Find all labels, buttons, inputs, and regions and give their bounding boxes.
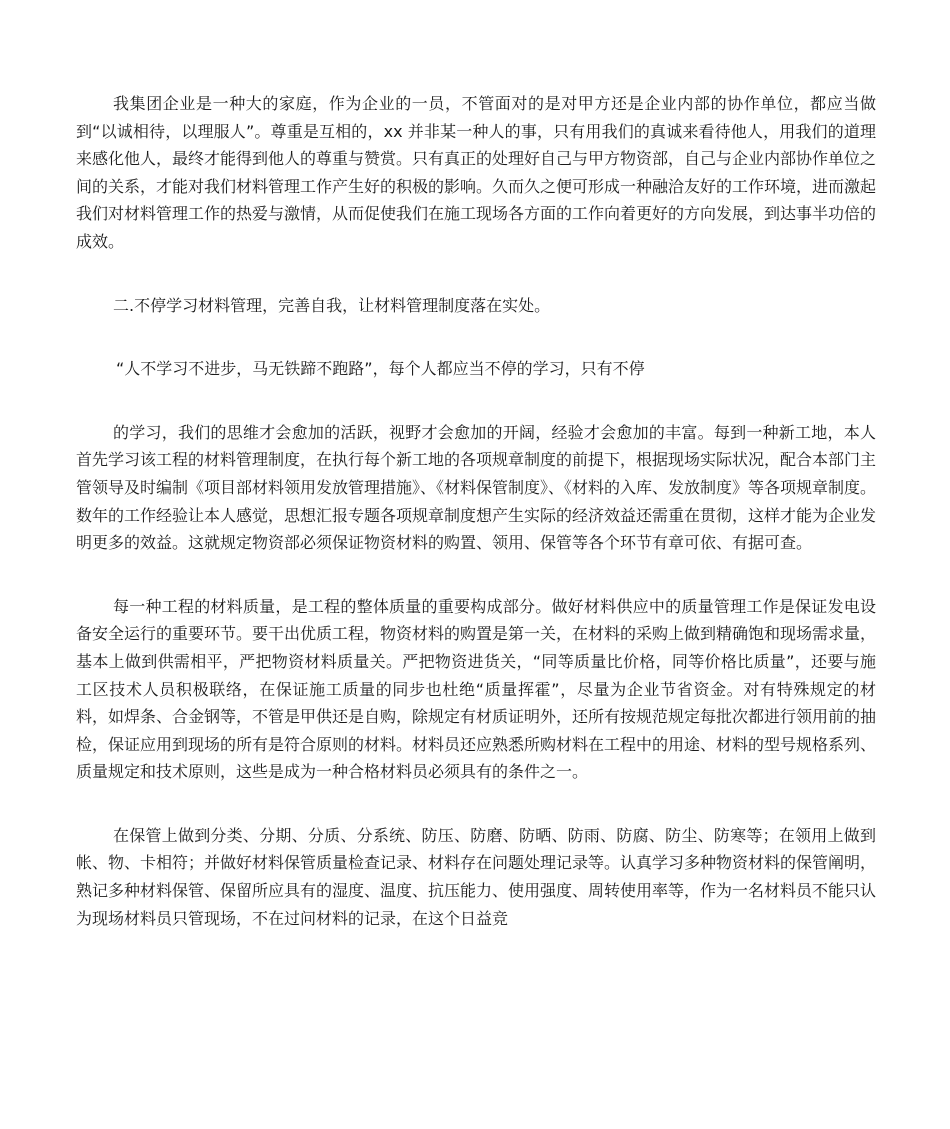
paragraph-proverb-line: “人不学习不进步，马无铁蹄不跑路”，每个人都应当不停的学习，只有不停 <box>116 359 645 379</box>
document-body <box>76 90 876 932</box>
section-heading-learning: 二.不停学习材料管理，完善自我，让材料管理制度落在实处。 <box>113 295 551 315</box>
paragraph-storage: 在保管上做到分类、分期、分质、分系统、防压、防磨、防晒、防雨、防腐、防尘、防寒等；在领用上做到帐、物、卡相符；并做好材料保管质量检查记录、材料存在问题处理记录等。认真学习多种物资材料的保管阐明，熟记多种材料保管、保留所应具有的湿度、温度、抗压能力、使用强度、周转使用率等，作为一名材料员不能只认为现场材料员只管现场，不在过问材料的记录，在这个日益竞 <box>76 825 877 928</box>
paragraph-family-enterprise: 我集团企业是一种大的家庭，作为企业的一员，不管面对的是对甲方还是企业内部的协作单位，都应当做到“以诚相待，以理服人”。尊重是互相的，xx 并非某一种人的事，只有用我们的真诚来看待他人，用我们的道理来感化他人，最终才能得到他人的尊重与赞赏。只有真正的处理好自己与甲方物资部，自己与企业内部协作单位之间的关系，才能对我们材料管理工作产生好的积极的影响。久而久之便可形成一种融洽友好的工作环境，进而激起我们对材料管理工作的热爱与激情，从而促使我们在施工现场各方面的工作向着更好的方向发展，到达事半功倍的成效。 <box>76 94 877 251</box>
paragraph-learning-rules: 的学习，我们的思维才会愈加的活跃，视野才会愈加的开阔，经验才会愈加的丰富。每到一种新工地，本人首先学习该工程的材料管理制度，在执行每个新工地的各项规章制度的前提下，根据现场实际状况，配合本部门主管领导及时编制《项目部材料领用发放管理措施》、《材料保管制度》、《材料的入库、发放制度》等各项规章制度。数年的工作经验让本人感觉，思想汇报专题各项规章制度想产生实际的经济效益还需重在贯彻，这样才能为企业发明更多的效益。这就规定物资部必须保证物资材料的购置、领用、保管等各个环节有章可依、有据可查。 <box>76 422 877 553</box>
paragraph-material-quality: 每一种工程的材料质量，是工程的整体质量的重要构成部分。做好材料供应中的质量管理工作是保证发电设备安全运行的重要环节。要干出优质工程，物资材料的购置是第一关，在材料的采购上做到精确饱和现场需求量，基本上做到供需相平，严把物资材料质量关。严把物资进货关，“同等质量比价格，同等价格比质量”，还要与施工区技术人员积极联络，在保证施工质量的同步也杜绝“质量挥霍”，尽量为企业节省资金。对有特殊规定的材料，如焊条、合金钢等，不管是甲供还是自购，除规定有材质证明外，还所有按规范规定每批次都进行领用前的抽检，保证应用到现场的所有是符合原则的材料。材料员还应熟悉所购材料在工程中的用途、材料的型号规格系列、质量规定和技术原则，这些是成为一种合格材料员必须具有的条件之一。 <box>76 596 877 782</box>
